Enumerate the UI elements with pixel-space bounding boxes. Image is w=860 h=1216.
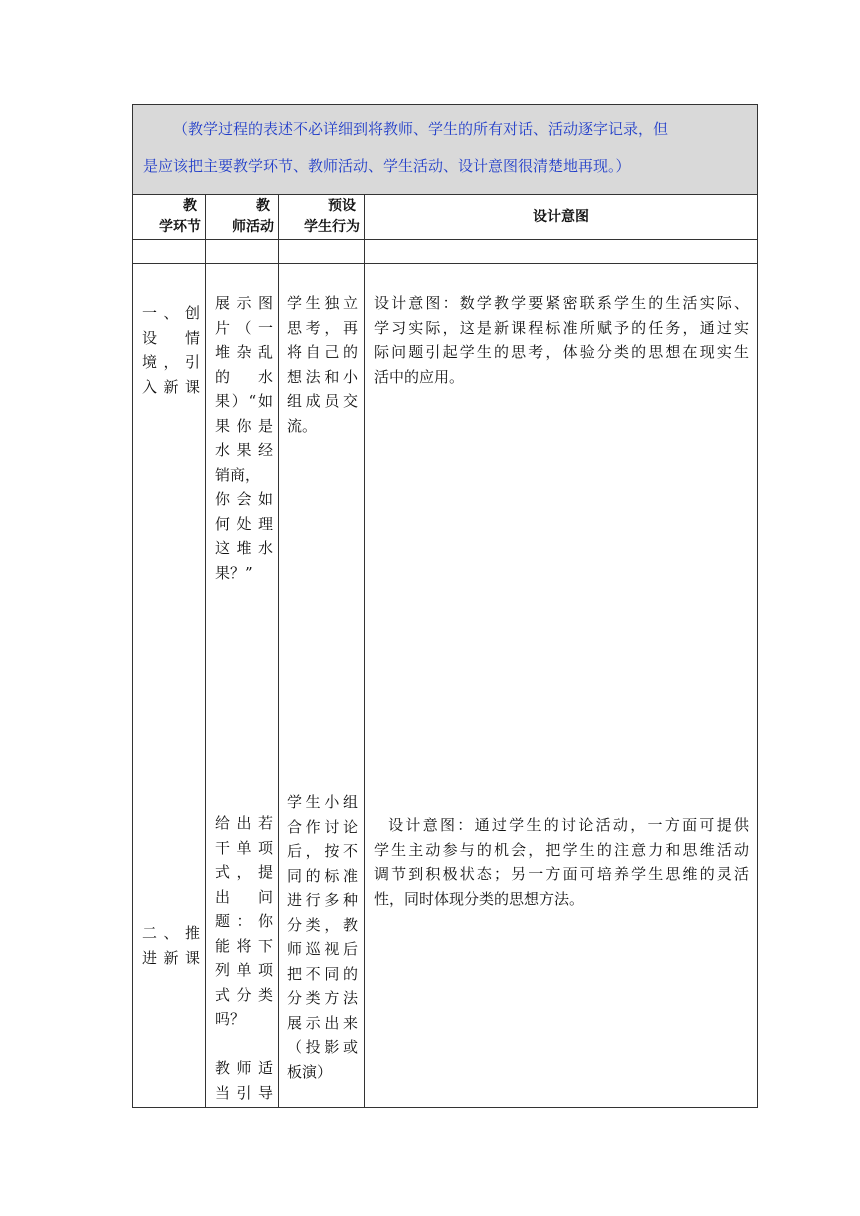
student-behavior-cell <box>279 264 365 1108</box>
header-student-behavior: 预设 学生行为 <box>279 195 365 240</box>
student-behavior-text-1: 学生独立 思考，再 将自己的 想法和小 组成员交 流。 <box>287 294 358 435</box>
lesson-plan-table <box>132 104 758 1108</box>
teacher-activity-cell <box>206 264 279 1108</box>
header-design-intent: 设计意图 <box>365 195 758 240</box>
design-intent-text-1: 设计意图：数学教学要紧密联系学生的生活实际、 学习实际，这是新课程标准所赋予的任务，通过实 际问题引起学生的思考，体验分类的思想在现实生 活中的应用。 <box>374 294 749 386</box>
teacher-activity-text-1: 展示图 片（一 堆杂乱 的 水 果）“如 果你是 水果经 销商， 你会如 何处理 这堆水 果？” <box>215 294 273 582</box>
design-intent-text-2: 设计意图：通过学生的讨论活动，一方面可提供 学生主动参与的机会，把学生的注意力和思维活动 调节到积极状态；另一方面可培养学生思维的灵活 性，同时体现分类的思想方法。 <box>374 816 749 908</box>
stage-text-1: 一、创 设 情 境，引 入新课 <box>142 304 200 396</box>
instruction-note-line-1: （教学过程的表述不必详细到将教师、学生的所有对话、活动逐字记录，但 <box>173 120 669 138</box>
table-header-row <box>133 195 758 240</box>
instruction-note-line-2: 是应该把主要教学环节、教师活动、学生活动、设计意图很清楚地再现。） <box>143 157 631 175</box>
header-stage: 教 学环节 <box>133 195 206 240</box>
design-intent-cell <box>365 264 758 1108</box>
teacher-activity-text-2: 给出若 干单项 式，提 出 问 题：你 能将下 列单项 式分类 吗？ 教师适 当引导 <box>215 814 273 1102</box>
table-row <box>133 264 758 1108</box>
stage-cell <box>133 264 206 1108</box>
stage-text-2: 二、推 进新课 <box>142 924 200 967</box>
empty-row <box>133 240 758 264</box>
student-behavior-text-2: 学生小组 合作讨论 后，按不 同的标准 进行多种 分类，教 师巡视后 把不同的 分类方法 展示出来 （投影或 板演） <box>287 793 358 1081</box>
header-teacher-activity: 教 师活动 <box>206 195 279 240</box>
instruction-note <box>133 105 758 195</box>
